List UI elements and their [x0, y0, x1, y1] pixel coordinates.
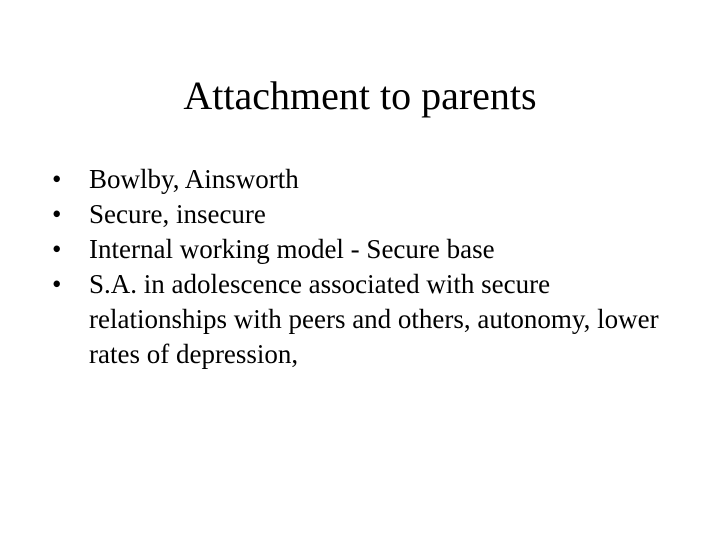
bullet-item — [52, 197, 672, 232]
bullet-icon: • — [52, 164, 62, 194]
bullet-item — [52, 162, 672, 197]
bullet-item — [52, 232, 672, 267]
bullet-text: S.A. in adolescence associated with secure relationships with peers and others, autonomy, lower rates of depression, — [89, 269, 659, 369]
bullet-icon: • — [52, 199, 62, 229]
bullet-text: Secure, insecure — [89, 199, 266, 229]
bullet-text: Internal working model - Secure base — [89, 234, 495, 264]
bullet-text: Bowlby, Ainsworth — [89, 164, 299, 194]
bullet-item — [52, 267, 672, 372]
bullet-list — [52, 162, 672, 372]
bullet-icon: • — [52, 234, 62, 264]
slide-title: Attachment to parents — [183, 73, 537, 118]
bullet-icon: • — [52, 269, 62, 299]
